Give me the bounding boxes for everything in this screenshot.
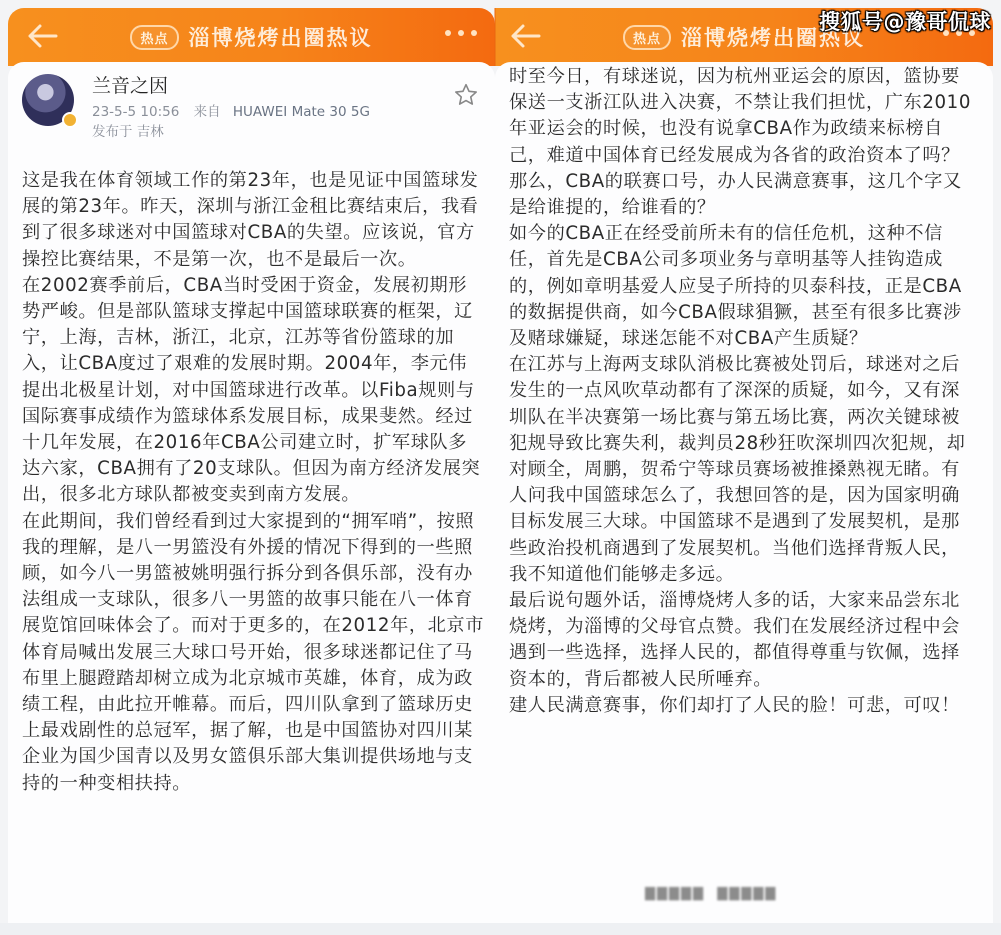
hot-badge: 热点 — [623, 25, 671, 50]
paragraph: 时至今日，有球迷说，因为杭州亚运会的原因，篮协要保送一支浙江队进入决赛，不禁让我们担忧，广东2010年亚运会的时候，也没有说拿CBA作为政绩来标榜自己，难道中国体育已经发展成为各省的政治资本了吗？ — [509, 66, 972, 166]
topic-title-text: 淄博烧烤出圈热议 — [681, 26, 865, 50]
panel-seam — [494, 8, 496, 66]
star-icon[interactable] — [453, 82, 479, 108]
watermark: 搜狐号@豫哥侃球 — [819, 10, 991, 34]
paragraph: 那么，CBA的联赛口号，办人民满意赛事，这几个字又是给谁提的，给谁看的？ — [509, 170, 962, 219]
hot-badge: 热点 — [130, 25, 178, 50]
paragraph: 在江苏与上海两支球队消极比赛被处罚后，球迷对之后发生的一点风吹草动都有了深深的质疑，如今，又有深圳队在半决赛第一场比赛与第五场比赛，两次关键球被犯规导致比赛失利，裁判员28秒狂吹深圳四次犯规，却对顾全，周鹏，贺希宁等球员赛场被推搡熟视无睹。有人问我中国篮球怎么了，我想回答的是，因为国家明确目标发展三大球。中国篮球不是遇到了发展契机，是那些政治投机商遇到了发展契机。当他们选择背叛人民，我不知道他们能够走多远。 — [509, 354, 966, 585]
header-bar — [8, 8, 495, 66]
avatar[interactable] — [22, 74, 74, 126]
paragraph: 在2002赛季前后，CBA当时受困于资金，发展初期形势严峻。但是部队篮球支撑起中国篮球联赛的框架，辽宁，上海，吉林，浙江，北京，江苏等省份篮球的加入，让CBA度过了艰难的发展时期。2004年，李元伟提出北极星计划，对中国篮球进行改革。以Fiba规则与国际赛事成绩作为篮球体系发展目标，成果斐然。经过十几年发展，在2016年CBA公司建立时，扩军球队多达六家，CBA拥有了20支球队。但因为南方经济发展突出，很多北方球队都被变卖到南方发展。 — [22, 274, 481, 506]
bottom-divider — [0, 923, 495, 935]
paragraph: 建人民满意赛事，你们却打了人民的脸！可悲，可叹！ — [509, 694, 960, 716]
paragraph: 在此期间，我们曾经看到过大家提到的“拥军哨”，按照我的理解，是八一男篮没有外援的情况下得到的一些照顾，如今八一男篮被姚明强行拆分到各俱乐部，没有办法组成一支球队，很多八一男篮的故事只能在八一体育展览馆回味体会了。而对于更多的，在2012年，北京市体育局喊出发展三大球口号开始，很多球迷都记住了马布里上腿蹬踏却树立成为北京城市英雄，体育，成为政绩工程，由此拉开帷幕。而后，四川队拿到了篮球历史上最戏剧性的总冠军，据了解，也是中国篮协对四川某企业为国少国青以及男女篮俱乐部大集训提供场地与支持的一种变相扶持。 — [22, 510, 485, 794]
device-name: HUAWEI Mate 30 5G — [232, 104, 370, 120]
right-screen — [495, 0, 1001, 935]
post-location: 发布于 吉林 — [92, 124, 164, 140]
post-meta — [92, 104, 370, 120]
post-body — [22, 168, 485, 797]
post-card — [495, 62, 993, 923]
post-timestamp: 23-5-5 10:56 — [92, 104, 180, 120]
more-dots-icon[interactable] — [445, 30, 477, 36]
verified-badge-icon — [62, 112, 78, 128]
topic-title-text: 淄博烧烤出圈热议 — [188, 26, 373, 50]
source-prefix: 来自 — [193, 104, 221, 120]
topic-title — [8, 22, 495, 52]
footer-disclaimer-blurred: ▇▇▇▇▇ ▇▇▇▇▇ — [645, 886, 778, 901]
paragraph: 如今的CBA正在经受前所未有的信任危机，这种不信任，首先是CBA公司多项业务与章明基等人挂钩造成的，例如章明基爱人应旻子所持的贝泰科技，正是CBA的数据提供商，如今CBA假球猖獗，甚至有很多比赛涉及赌球嫌疑，球迷怎能不对CBA产生质疑？ — [509, 223, 962, 350]
paragraph: 最后说句题外话，淄博烧烤人多的话，大家来品尝东北烧烤，为淄博的父母官点赞。我们在发展经济过程中会遇到一些选择，选择人民的，都值得尊重与钦佩，选择资本的，背后都被人民所唾弃。 — [509, 590, 960, 690]
post-card — [8, 62, 495, 923]
author-block — [22, 74, 370, 140]
paragraph: 这是我在体育领域工作的第23年，也是见证中国篮球发展的第23年。昨天，深圳与浙江金租比赛结束后，我看到了很多球迷对中国篮球对CBA的失望。应该说，官方操控比赛结果，不是第一次，也不是最后一次。 — [22, 170, 479, 270]
left-screen — [0, 0, 495, 935]
author-name[interactable]: 兰音之因 — [92, 75, 169, 97]
post-body — [509, 64, 975, 719]
bottom-divider — [495, 923, 1001, 935]
